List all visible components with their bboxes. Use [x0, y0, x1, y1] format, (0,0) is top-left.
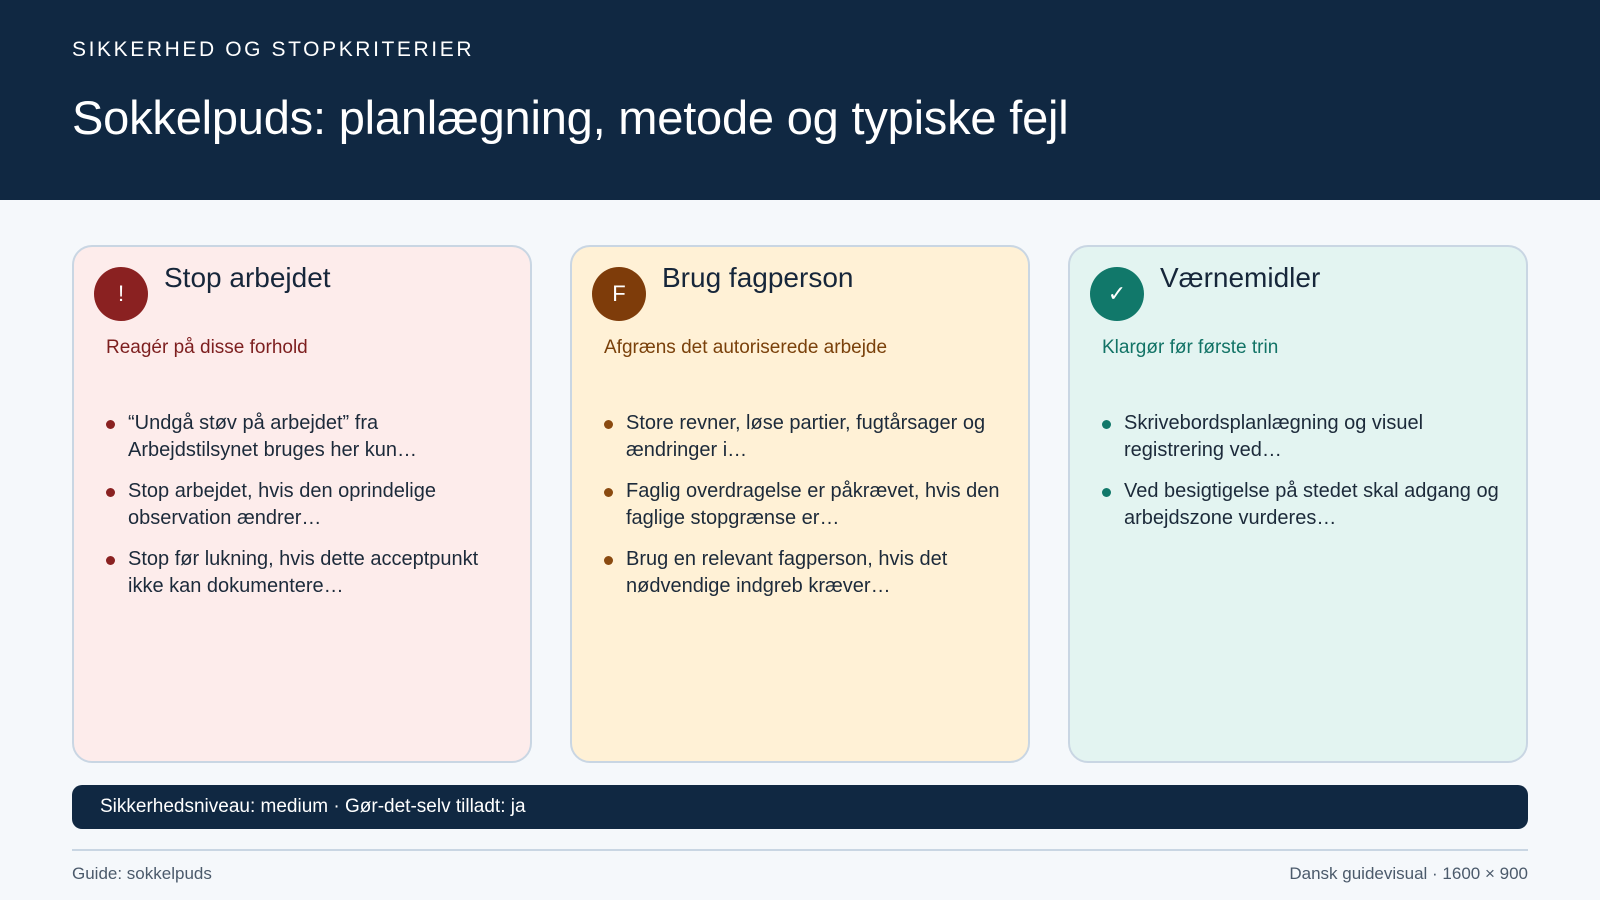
status-bar — [72, 785, 1528, 829]
list-item: Skrivebordsplanlægning og visuel registrering ved… — [1102, 410, 1502, 464]
card-subtitle: Klargør før første trin — [1102, 337, 1279, 358]
card-protective-equipment — [1068, 245, 1528, 763]
bullet-list — [604, 410, 1004, 614]
card-stop-work — [72, 245, 532, 763]
status-text: Sikkerhedsniveau: medium · Gør-det-selv tilladt: ja — [100, 796, 526, 817]
list-item: “Undgå støv på arbejdet” fra Arbejdstilsynet bruges her kun… — [106, 410, 506, 464]
checkmark-icon: ✓ — [1090, 267, 1144, 321]
footer-guide-label: Guide: sokkelpuds — [72, 864, 212, 883]
section-eyebrow: SIKKERHED OG STOPKRITERIER — [72, 38, 475, 61]
footer-divider — [72, 849, 1528, 851]
bullet-list — [106, 410, 506, 614]
bullet-list — [1102, 410, 1502, 546]
list-item: Brug en relevant fagperson, hvis det nødvendige indgreb kræver… — [604, 546, 1004, 600]
card-subtitle: Reagér på disse forhold — [106, 337, 308, 358]
header-banner — [0, 0, 1600, 200]
card-title: Stop arbejdet — [164, 262, 331, 293]
card-subtitle: Afgræns det autoriserede arbejde — [604, 337, 888, 358]
card-use-professional — [570, 245, 1030, 763]
list-item: Stop før lukning, hvis dette acceptpunkt ikke kan dokumentere… — [106, 546, 506, 600]
list-item: Stop arbejdet, hvis den oprindelige observation ændrer… — [106, 478, 506, 532]
card-title: Brug fagperson — [662, 262, 854, 293]
letter-f-icon: F — [592, 267, 646, 321]
page-title: Sokkelpuds: planlægning, metode og typiske fejl — [72, 91, 1069, 144]
list-item: Ved besigtigelse på stedet skal adgang og arbejdszone vurderes… — [1102, 478, 1502, 532]
list-item: Store revner, løse partier, fugtårsager og ændringer i… — [604, 410, 1004, 464]
exclamation-icon: ! — [94, 267, 148, 321]
list-item: Faglig overdragelse er påkrævet, hvis den faglige stopgrænse er… — [604, 478, 1004, 532]
footer-meta-label: Dansk guidevisual · 1600 × 900 — [1289, 864, 1528, 883]
card-title: Værnemidler — [1160, 262, 1321, 293]
